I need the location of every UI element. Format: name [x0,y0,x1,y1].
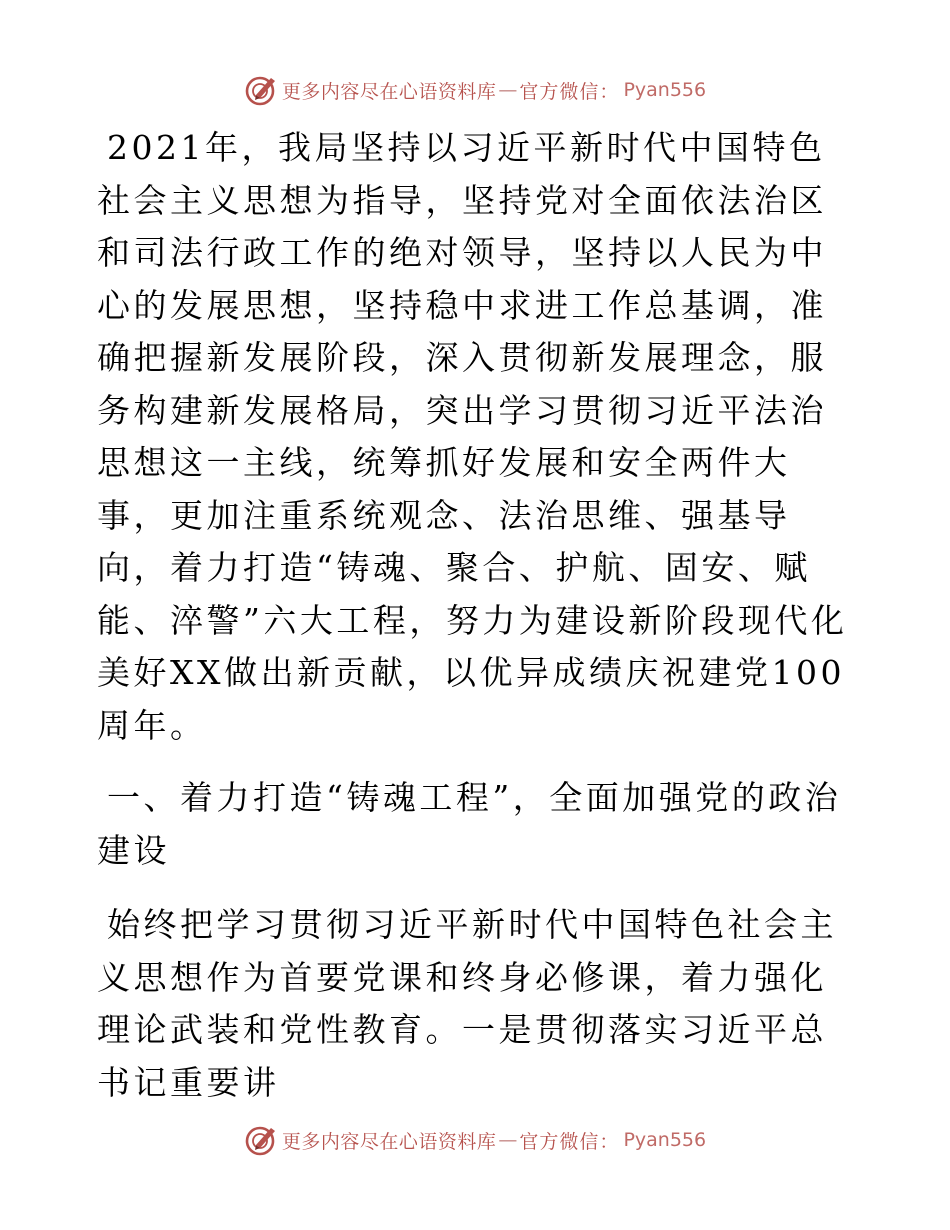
header-watermark [0,68,950,112]
footer-watermark [0,1118,950,1162]
document-body [97,122,857,1109]
intro-paragraph: 2021年，我局坚持以习近平新时代中国特色社会主义思想为指导，坚持党对全面依法治区和司法行政工作的绝对领导，坚持以人民为中心的发展思想，坚持稳中求进工作总基调，准确把握新发展阶段，深入贯彻新发展理念，服务构建新发展格局，突出学习贯彻习近平法治思想这一主线，统筹抓好发展和安全两件大事，更加注重系统观念、法治思维、强基导向，着力打造“铸魂、聚合、护航、固安、赋能、淬警”六大工程，努力为建设新阶段现代化美好XX做出新贡献，以优异成绩庆祝建党100周年。 [97,128,848,745]
watermark-separator: — [498,1129,518,1151]
watermark-account: Pyan556 [623,79,707,101]
pen-logo-icon [244,1123,278,1157]
watermark-channel: 官方微信： [519,80,620,103]
watermark-title: 更多内容尽在心语资料库 [281,1130,497,1153]
section-paragraph: 始终把学习贯彻习近平新时代中国特色社会主义思想作为首要党课和终身必修课，着力强化理论武装和党性教育。一是贯彻落实习近平总书记重要讲 [97,905,837,1102]
pen-logo-icon [244,73,278,107]
watermark-separator: — [498,79,518,101]
watermark-title: 更多内容尽在心语资料库 [281,80,497,103]
watermark-account: Pyan556 [623,1129,707,1151]
watermark-channel: 官方微信： [519,1130,620,1153]
section-heading: 一、着力打造“铸魂工程”，全面加强党的政治建设 [97,778,842,870]
